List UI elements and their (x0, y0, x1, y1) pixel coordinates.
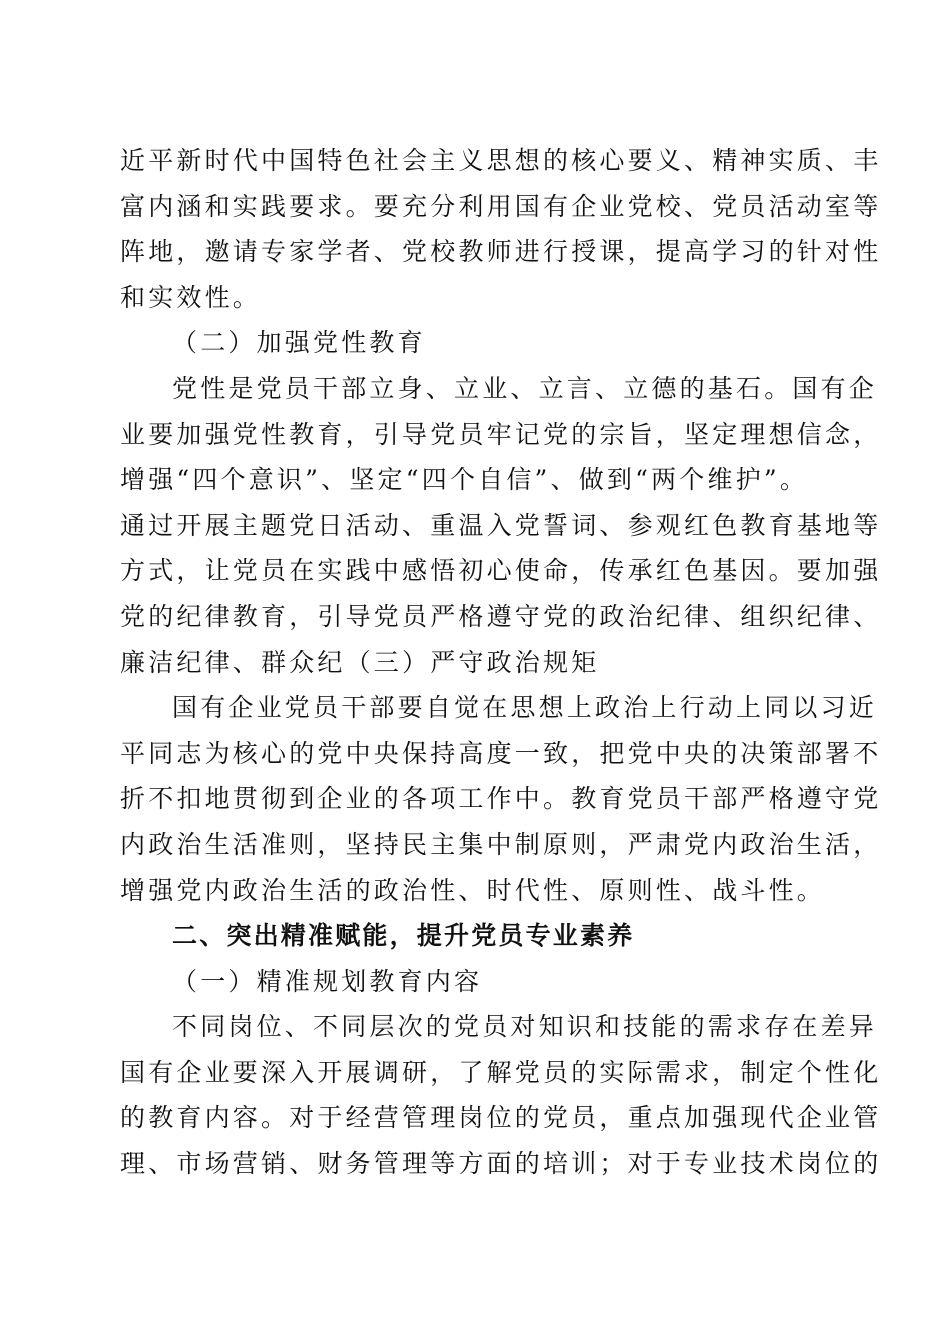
section-subheading: （二）加强党性教育 (172, 328, 426, 358)
paragraph-line: 国有企业党员干部要自觉在思想上政治上行动上同以习近 (172, 693, 878, 723)
paragraph-line: 内政治生活准则，坚持民主集中制原则，严肃党内政治生活， (120, 829, 882, 859)
paragraph-line: 的教育内容。对于经营管理岗位的党员，重点加强现代企业管 (120, 1103, 882, 1133)
paragraph-line: 理、市场营销、财务管理等方面的培训；对于专业技术岗位的 (120, 1149, 882, 1179)
paragraph-line: 富内涵和实践要求。要充分利用国有企业党校、党员活动室等 (120, 191, 882, 221)
paragraph-line: 方式，让党员在实践中感悟初心使命，传承红色基因。要加强 (120, 556, 882, 586)
paragraph-line: 增强党内政治生活的政治性、时代性、原则性、战斗性。 (120, 875, 826, 905)
paragraph-line: 业要加强党性教育，引导党员牢记党的宗旨，坚定理想信念， (120, 419, 882, 449)
paragraph-line: 阵地，邀请专家学者、党校教师进行授课，提高学习的针对性 (120, 237, 882, 267)
paragraph-line: 国有企业要深入开展调研，了解党员的实际需求，制定个性化 (120, 1057, 882, 1087)
paragraph-line: 党性是党员干部立身、立业、立言、立德的基石。国有企 (172, 373, 878, 403)
paragraph-line: 近平新时代中国特色社会主义思想的核心要义、精神实质、丰 (120, 146, 882, 175)
paragraph-line: 平同志为核心的党中央保持高度一致，把党中央的决策部署不 (120, 738, 882, 768)
section-subheading: （一）精准规划教育内容 (172, 966, 483, 996)
paragraph-line: 党的纪律教育，引导党员严格遵守党的政治纪律、组织纪律、 (120, 601, 882, 631)
paragraph-line: 通过开展主题党日活动、重温入党誓词、参观红色教育基地等 (120, 510, 882, 540)
paragraph-line: 折不扣地贯彻到企业的各项工作中。教育党员干部严格遵守党 (120, 784, 882, 814)
paragraph-line: 增强“四个意识”、坚定“四个自信”、做到“两个维护”。 (120, 465, 809, 495)
document-body (120, 138, 882, 1187)
paragraph-line: 不同岗位、不同层次的党员对知识和技能的需求存在差异 (172, 1012, 878, 1042)
section-heading: 二、突出精准赋能，提升党员专业素养 (172, 921, 635, 951)
paragraph-line: 廉洁纪律、群众纪（三）严守政治规矩 (120, 647, 600, 677)
paragraph-line: 和实效性。 (120, 282, 262, 312)
